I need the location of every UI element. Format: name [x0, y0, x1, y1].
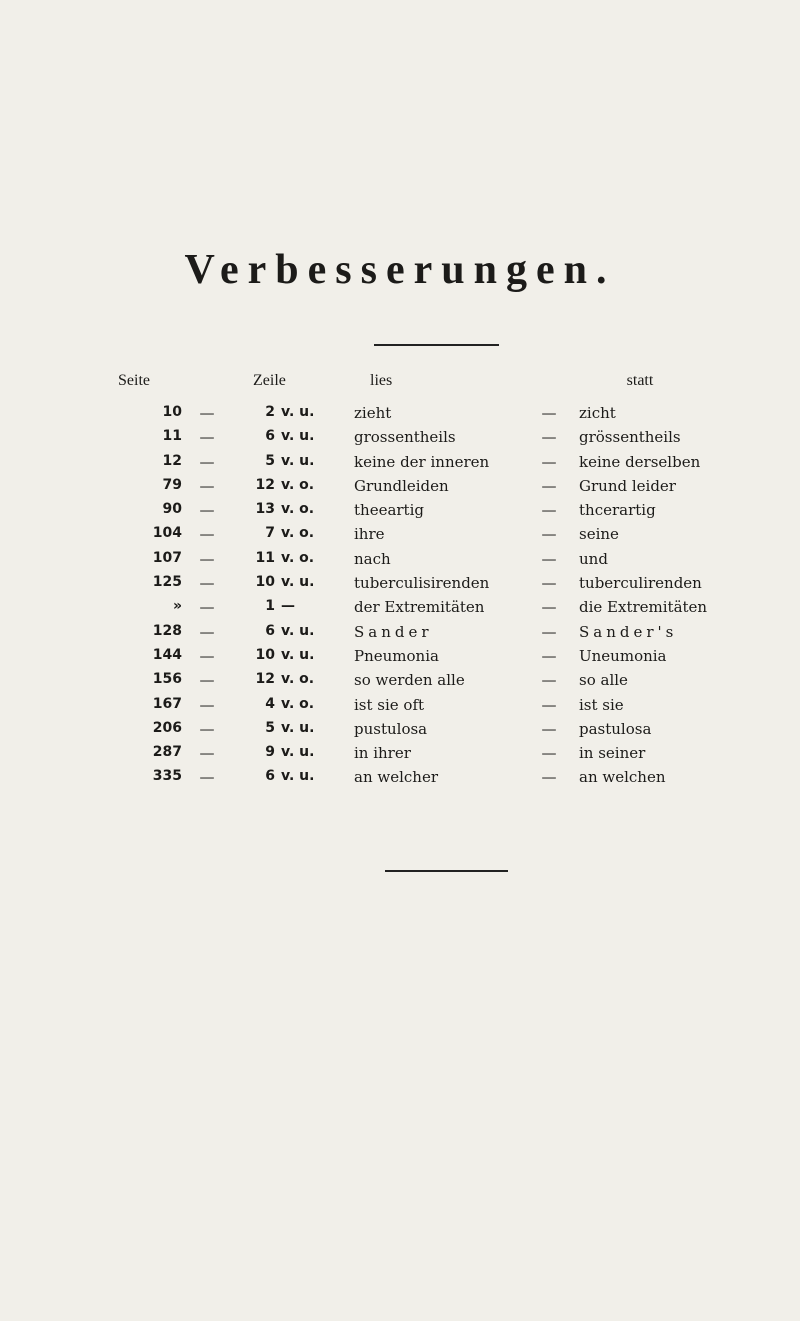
- cell-lies: keine der inneren: [354, 452, 490, 471]
- cell-statt: seine: [579, 525, 619, 544]
- cell-direction: v. o.: [281, 501, 315, 518]
- cell-zeile: 1: [265, 598, 275, 615]
- cell-direction: v. o.: [281, 671, 315, 688]
- cell-lies: der Extremitäten: [354, 598, 485, 617]
- table-header: [0, 372, 800, 404]
- cell-seite: »: [172, 598, 182, 615]
- cell-dash: —: [541, 549, 557, 568]
- cell-dash: —: [199, 501, 215, 520]
- cell-statt: Grund leider: [579, 476, 676, 495]
- table-row: [0, 477, 800, 501]
- cell-direction: v. u.: [281, 622, 315, 639]
- cell-statt: an welchen: [579, 768, 666, 787]
- table-row: [0, 574, 800, 598]
- cell-dash: —: [199, 744, 215, 763]
- cell-dash: —: [199, 476, 215, 495]
- cell-statt: Sander's: [579, 622, 678, 641]
- header-statt: statt: [626, 372, 654, 389]
- table-row: [0, 720, 800, 744]
- cell-lies: so werden alle: [354, 671, 465, 690]
- cell-direction: v. o.: [281, 695, 315, 712]
- cell-seite: 79: [162, 476, 182, 493]
- table-row: [0, 428, 800, 452]
- cell-lies: theeartig: [354, 501, 424, 520]
- cell-dash: —: [199, 646, 215, 665]
- cell-statt: tuberculirenden: [579, 574, 702, 593]
- cell-zeile: 6: [265, 768, 275, 785]
- cell-dash: —: [541, 574, 557, 593]
- cell-direction: v. u.: [281, 646, 315, 663]
- cell-dash: —: [541, 646, 557, 665]
- cell-lies: Sander: [354, 622, 433, 641]
- header-seite: Seite: [118, 372, 150, 389]
- cell-direction: v. u.: [281, 452, 315, 469]
- cell-seite: 107: [152, 549, 182, 566]
- table-body: [0, 404, 800, 793]
- cell-dash: —: [541, 598, 557, 617]
- divider-top: [374, 344, 499, 346]
- cell-dash: —: [199, 452, 215, 471]
- cell-statt: thcerartig: [579, 501, 656, 520]
- cell-zeile: 9: [265, 744, 275, 761]
- cell-lies: ihre: [354, 525, 385, 544]
- cell-dash: —: [541, 695, 557, 714]
- cell-zeile: 5: [265, 452, 275, 469]
- cell-lies: Pneumonia: [354, 646, 439, 665]
- cell-seite: 335: [152, 768, 182, 785]
- cell-dash: —: [199, 671, 215, 690]
- table-row: [0, 768, 800, 792]
- cell-dash: —: [541, 404, 557, 422]
- cell-zeile: 7: [265, 525, 275, 542]
- cell-dash: —: [541, 719, 557, 738]
- cell-direction: v. u.: [281, 768, 315, 785]
- cell-dash: —: [541, 768, 557, 787]
- cell-statt: in seiner: [579, 744, 646, 763]
- cell-seite: 128: [152, 622, 182, 639]
- cell-zeile: 12: [255, 671, 275, 688]
- cell-dash: —: [199, 404, 215, 422]
- cell-seite: 144: [152, 646, 182, 663]
- cell-statt: ist sie: [579, 695, 624, 714]
- cell-direction: v. o.: [281, 476, 315, 493]
- cell-direction: —: [281, 598, 295, 615]
- cell-seite: 125: [152, 574, 182, 591]
- cell-seite: 167: [152, 695, 182, 712]
- cell-lies: ist sie oft: [354, 695, 425, 714]
- header-zeile: Zeile: [253, 372, 286, 389]
- cell-dash: —: [199, 768, 215, 787]
- cell-seite: 206: [152, 719, 182, 736]
- cell-dash: —: [199, 428, 215, 447]
- cell-seite: 156: [152, 671, 182, 688]
- cell-lies: in ihrer: [354, 744, 411, 763]
- cell-dash: —: [541, 428, 557, 447]
- cell-dash: —: [541, 452, 557, 471]
- cell-statt: pastulosa: [579, 719, 652, 738]
- cell-seite: 10: [162, 404, 182, 420]
- cell-zeile: 2: [265, 404, 275, 420]
- cell-dash: —: [199, 598, 215, 617]
- cell-lies: tuberculisirenden: [354, 574, 490, 593]
- cell-seite: 12: [162, 452, 182, 469]
- cell-dash: —: [541, 525, 557, 544]
- table-row: [0, 550, 800, 574]
- cell-dash: —: [541, 671, 557, 690]
- table-row: [0, 453, 800, 477]
- cell-lies: nach: [354, 549, 391, 568]
- cell-direction: v. u.: [281, 574, 315, 591]
- cell-dash: —: [541, 476, 557, 495]
- cell-lies: pustulosa: [354, 719, 428, 738]
- cell-zeile: 6: [265, 622, 275, 639]
- cell-zeile: 5: [265, 719, 275, 736]
- table-row: [0, 501, 800, 525]
- cell-seite: 104: [152, 525, 182, 542]
- table-row: [0, 744, 800, 768]
- cell-direction: v. u.: [281, 404, 315, 420]
- cell-zeile: 11: [255, 549, 275, 566]
- cell-lies: an welcher: [354, 768, 438, 787]
- cell-lies: grossentheils: [354, 428, 456, 447]
- cell-direction: v. u.: [281, 428, 315, 445]
- table-row: [0, 525, 800, 549]
- errata-table: [0, 372, 800, 793]
- cell-seite: 287: [152, 744, 182, 761]
- cell-zeile: 13: [255, 501, 275, 518]
- cell-statt: die Extremitäten: [579, 598, 708, 617]
- cell-statt: Uneumonia: [579, 646, 667, 665]
- cell-dash: —: [199, 574, 215, 593]
- cell-direction: v. o.: [281, 549, 315, 566]
- cell-zeile: 6: [265, 428, 275, 445]
- cell-dash: —: [199, 695, 215, 714]
- cell-seite: 90: [162, 501, 182, 518]
- cell-direction: v. o.: [281, 525, 315, 542]
- cell-dash: —: [541, 622, 557, 641]
- cell-dash: —: [541, 744, 557, 763]
- cell-statt: grössentheils: [579, 428, 681, 447]
- page-title: Verbesserungen.: [184, 247, 616, 293]
- cell-dash: —: [199, 719, 215, 738]
- cell-zeile: 10: [255, 646, 275, 663]
- cell-statt: so alle: [579, 671, 628, 690]
- cell-lies: zieht: [354, 404, 392, 422]
- table-row: [0, 598, 800, 622]
- cell-dash: —: [541, 501, 557, 520]
- cell-direction: v. u.: [281, 719, 315, 736]
- table-row: [0, 671, 800, 695]
- divider-bottom: [385, 870, 508, 872]
- cell-zeile: 4: [265, 695, 275, 712]
- cell-dash: —: [199, 622, 215, 641]
- table-row: [0, 696, 800, 720]
- cell-lies: Grundleiden: [354, 476, 449, 495]
- table-row: [0, 404, 800, 428]
- cell-zeile: 12: [255, 476, 275, 493]
- cell-statt: keine derselben: [579, 452, 701, 471]
- table-row: [0, 647, 800, 671]
- cell-seite: 11: [162, 428, 182, 445]
- table-row: [0, 623, 800, 647]
- cell-dash: —: [199, 549, 215, 568]
- cell-dash: —: [199, 525, 215, 544]
- cell-direction: v. u.: [281, 744, 315, 761]
- cell-zeile: 10: [255, 574, 275, 591]
- cell-statt: zicht: [579, 404, 616, 422]
- cell-statt: und: [579, 549, 608, 568]
- header-lies: lies: [370, 372, 393, 389]
